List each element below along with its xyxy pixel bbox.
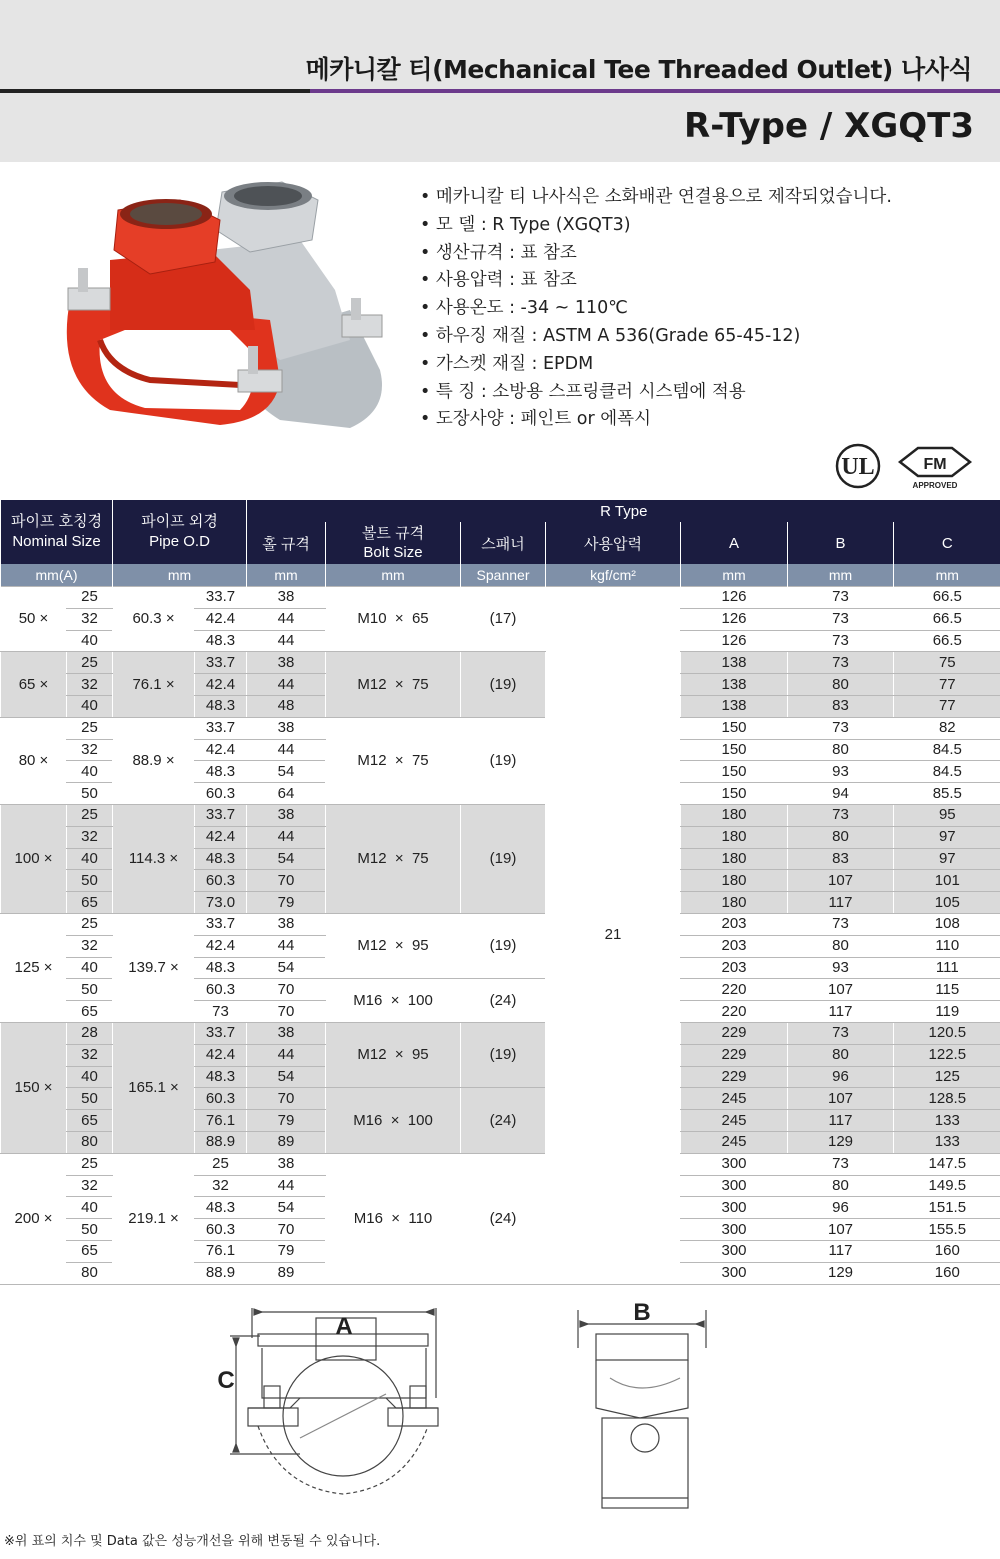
bolt-size-cell: M12 × 95: [326, 913, 461, 978]
nominal-size-cell: 200 ×: [1, 1153, 67, 1284]
dim-c-cell: 97: [894, 848, 1000, 870]
header-c: C: [894, 522, 1000, 564]
unit-pressure: kgf/cm²: [546, 564, 681, 587]
dim-b-cell: 117: [788, 892, 894, 914]
dim-b-cell: 93: [788, 957, 894, 979]
dim-b-cell: 80: [788, 1044, 894, 1066]
nominal-size-cell: 65 ×: [1, 652, 67, 717]
dim-b-cell: 73: [788, 587, 894, 609]
outlet-od-cell: 33.7: [195, 1022, 247, 1044]
dim-b-cell: 73: [788, 913, 894, 935]
ul-mark-text: UL: [841, 454, 875, 480]
pipe-od-cell: 139.7 ×: [113, 913, 195, 1022]
dim-b-cell: 96: [788, 1066, 894, 1088]
hole-cell: 54: [247, 848, 326, 870]
outlet-od-cell: 60.3: [195, 1088, 247, 1110]
table-row: [1, 1022, 1000, 1044]
table-row: [1, 913, 1000, 935]
spanner-cell: (19): [461, 1022, 546, 1087]
dim-c-cell: 101: [894, 870, 1000, 892]
pipe-od-cell: 165.1 ×: [113, 1022, 195, 1153]
header-r-type: R Type: [247, 500, 1000, 522]
drawing-svg: [0, 1288, 1000, 1528]
dim-c-cell: 82: [894, 717, 1000, 739]
dim-b-cell: 107: [788, 1088, 894, 1110]
bolt-size-cell: M12 × 75: [326, 652, 461, 717]
dim-b-cell: 107: [788, 870, 894, 892]
hole-cell: 44: [247, 1175, 326, 1197]
nominal-size-cell: 80 ×: [1, 717, 67, 804]
footnote: ※위 표의 치수 및 Data 값은 성능개선을 위해 변동될 수 있습니다.: [4, 1534, 381, 1549]
outlet-od-cell: 73.0: [195, 892, 247, 914]
dim-c-cell: 147.5: [894, 1153, 1000, 1175]
label-a: A: [335, 1313, 353, 1340]
outlet-od-cell: 33.7: [195, 804, 247, 826]
table-row: [1, 804, 1000, 826]
dim-b-cell: 80: [788, 935, 894, 957]
dim-c-cell: 128.5: [894, 1088, 1000, 1110]
outlet-size-cell: 50: [67, 1088, 113, 1110]
model-title: R-Type / XGQT3: [684, 106, 974, 146]
dim-a-cell: 229: [681, 1022, 788, 1044]
dim-b-cell: 80: [788, 674, 894, 696]
dim-c-cell: 160: [894, 1262, 1000, 1284]
outlet-od-cell: 48.3: [195, 848, 247, 870]
dim-c-cell: 111: [894, 957, 1000, 979]
header-od-en: Pipe O.D: [149, 533, 210, 550]
pipe-od-cell: 88.9 ×: [113, 717, 195, 804]
dim-c-cell: 149.5: [894, 1175, 1000, 1197]
outlet-od-cell: 32: [195, 1175, 247, 1197]
dim-b-cell: 117: [788, 1110, 894, 1132]
hole-cell: 44: [247, 935, 326, 957]
dim-b-cell: 73: [788, 717, 894, 739]
dim-a-cell: 180: [681, 892, 788, 914]
dim-b-cell: 129: [788, 1131, 894, 1153]
hole-cell: 44: [247, 1044, 326, 1066]
spec-item: • 하우징 재질 : ASTM A 536(Grade 65-45-12): [420, 323, 980, 351]
bolt-size-cell: M12 × 75: [326, 804, 461, 913]
outlet-size-cell: 50: [67, 870, 113, 892]
header-pipe-od: [113, 500, 247, 564]
outlet-od-cell: 88.9: [195, 1262, 247, 1284]
spanner-cell: (19): [461, 652, 546, 717]
outlet-od-cell: 60.3: [195, 783, 247, 805]
dim-a-cell: 300: [681, 1175, 788, 1197]
dim-b-cell: 117: [788, 1240, 894, 1262]
spec-item: • 생산규격 : 표 참조: [420, 240, 980, 268]
hole-cell: 48: [247, 695, 326, 717]
dim-c-cell: 133: [894, 1131, 1000, 1153]
dim-b-cell: 117: [788, 1001, 894, 1023]
outlet-size-cell: 40: [67, 848, 113, 870]
hole-cell: 89: [247, 1131, 326, 1153]
outlet-od-cell: 60.3: [195, 1219, 247, 1241]
dim-a-cell: 180: [681, 848, 788, 870]
table-row: [1, 1153, 1000, 1175]
table-body: [1, 587, 1000, 1285]
dim-c-cell: 119: [894, 1001, 1000, 1023]
dim-b-cell: 80: [788, 739, 894, 761]
table-row: [1, 717, 1000, 739]
dim-c-cell: 160: [894, 1240, 1000, 1262]
outlet-od-cell: 60.3: [195, 870, 247, 892]
dim-a-cell: 126: [681, 630, 788, 652]
bolt-size-cell: M10 × 65: [326, 587, 461, 652]
outlet-size-cell: 50: [67, 1219, 113, 1241]
dim-a-cell: 220: [681, 979, 788, 1001]
pipe-od-cell: 76.1 ×: [113, 652, 195, 717]
dim-c-cell: 85.5: [894, 783, 1000, 805]
hole-cell: 38: [247, 587, 326, 609]
header-bolt-ko: 볼트 규격: [361, 525, 425, 542]
bolt-size-cell: M12 × 95: [326, 1022, 461, 1087]
outlet-size-cell: 25: [67, 1153, 113, 1175]
outlet-size-cell: 40: [67, 630, 113, 652]
dim-b-cell: 80: [788, 1175, 894, 1197]
dim-a-cell: 150: [681, 783, 788, 805]
outlet-od-cell: 60.3: [195, 979, 247, 1001]
outlet-size-cell: 32: [67, 826, 113, 848]
dim-c-cell: 77: [894, 674, 1000, 696]
dim-b-cell: 73: [788, 652, 894, 674]
outlet-size-cell: 40: [67, 695, 113, 717]
spec-item: • 도장사양 : 페인트 or 에폭시: [420, 406, 980, 434]
dim-b-cell: 80: [788, 826, 894, 848]
dim-c-cell: 84.5: [894, 739, 1000, 761]
dim-c-cell: 115: [894, 979, 1000, 1001]
dim-b-cell: 73: [788, 1022, 894, 1044]
dim-b-cell: 129: [788, 1262, 894, 1284]
spec-item: • 메카니칼 티 나사식은 소화배관 연결용으로 제작되었습니다.: [420, 184, 980, 212]
unit-hole: mm: [247, 564, 326, 587]
outlet-size-cell: 80: [67, 1262, 113, 1284]
outlet-od-cell: 48.3: [195, 761, 247, 783]
front-view-drawing: [230, 1308, 438, 1494]
dim-a-cell: 150: [681, 717, 788, 739]
unit-b: mm: [788, 564, 894, 587]
spec-item: • 사용압력 : 표 참조: [420, 267, 980, 295]
dim-c-cell: 108: [894, 913, 1000, 935]
fm-approved-icon: [900, 448, 970, 490]
outlet-size-cell: 25: [67, 587, 113, 609]
table-row: [1, 652, 1000, 674]
hole-cell: 44: [247, 608, 326, 630]
outlet-size-cell: 80: [67, 1131, 113, 1153]
spanner-cell: (19): [461, 804, 546, 913]
header-spanner: 스패너: [461, 522, 546, 564]
dim-c-cell: 151.5: [894, 1197, 1000, 1219]
spanner-cell: (19): [461, 717, 546, 804]
hole-cell: 79: [247, 1110, 326, 1132]
hole-cell: 44: [247, 630, 326, 652]
dim-a-cell: 245: [681, 1131, 788, 1153]
outlet-size-cell: 25: [67, 652, 113, 674]
outlet-size-cell: 65: [67, 1240, 113, 1262]
outlet-size-cell: 65: [67, 892, 113, 914]
spec-item: • 특 징 : 소방용 스프링클러 시스템에 적용: [420, 379, 980, 407]
dim-c-cell: 125: [894, 1066, 1000, 1088]
dim-a-cell: 138: [681, 652, 788, 674]
header-pressure: 사용압력: [546, 522, 681, 564]
dim-a-cell: 126: [681, 608, 788, 630]
dim-b-cell: 93: [788, 761, 894, 783]
pipe-od-cell: 60.3 ×: [113, 587, 195, 652]
outlet-size-cell: 32: [67, 739, 113, 761]
outlet-od-cell: 25: [195, 1153, 247, 1175]
outlet-size-cell: 28: [67, 1022, 113, 1044]
hole-cell: 70: [247, 1001, 326, 1023]
outlet-od-cell: 48.3: [195, 1197, 247, 1219]
outlet-size-cell: 65: [67, 1001, 113, 1023]
outlet-od-cell: 42.4: [195, 1044, 247, 1066]
dimension-drawing: [0, 1288, 1000, 1528]
header-a: A: [681, 522, 788, 564]
page-title: 메카니칼 티(Mechanical Tee Threaded Outlet) 나사식: [305, 55, 972, 84]
certification-marks: [830, 442, 980, 492]
dim-a-cell: 203: [681, 935, 788, 957]
dim-c-cell: 95: [894, 804, 1000, 826]
hole-cell: 44: [247, 739, 326, 761]
dim-a-cell: 180: [681, 826, 788, 848]
dim-c-cell: 97: [894, 826, 1000, 848]
nominal-size-cell: 50 ×: [1, 587, 67, 652]
hole-cell: 79: [247, 892, 326, 914]
dim-c-cell: 66.5: [894, 630, 1000, 652]
outlet-od-cell: 48.3: [195, 1066, 247, 1088]
fm-approved-text: APPROVED: [912, 481, 958, 490]
dim-b-cell: 73: [788, 630, 894, 652]
outlet-od-cell: 33.7: [195, 913, 247, 935]
pressure-cell: 21: [546, 587, 681, 1285]
unit-bolt: mm: [326, 564, 461, 587]
dim-c-cell: 120.5: [894, 1022, 1000, 1044]
spanner-cell: (24): [461, 1088, 546, 1153]
dim-a-cell: 300: [681, 1240, 788, 1262]
outlet-size-cell: 50: [67, 783, 113, 805]
hole-cell: 64: [247, 783, 326, 805]
header-nominal-en: Nominal Size: [12, 533, 101, 550]
hole-cell: 89: [247, 1262, 326, 1284]
outlet-size-cell: 40: [67, 1197, 113, 1219]
label-c: C: [217, 1367, 235, 1394]
dim-b-cell: 73: [788, 804, 894, 826]
outlet-od-cell: 42.4: [195, 739, 247, 761]
unit-c: mm: [894, 564, 1000, 587]
title-rule-dark: [0, 89, 310, 93]
dim-a-cell: 300: [681, 1197, 788, 1219]
dim-c-cell: 105: [894, 892, 1000, 914]
spanner-cell: (24): [461, 979, 546, 1023]
outlet-od-cell: 33.7: [195, 717, 247, 739]
outlet-size-cell: 65: [67, 1110, 113, 1132]
dim-a-cell: 203: [681, 957, 788, 979]
outlet-od-cell: 33.7: [195, 652, 247, 674]
spec-item: • 가스켓 재질 : EPDM: [420, 351, 980, 379]
spec-item: • 사용온도 : -34 ~ 110℃: [420, 295, 980, 323]
dim-a-cell: 229: [681, 1066, 788, 1088]
outlet-size-cell: 25: [67, 804, 113, 826]
dim-a-cell: 126: [681, 587, 788, 609]
dim-a-cell: 180: [681, 870, 788, 892]
dim-a-cell: 150: [681, 739, 788, 761]
outlet-size-cell: 32: [67, 674, 113, 696]
spec-item: • 모 델 : R Type (XGQT3): [420, 212, 980, 240]
unit-nominal: mm(A): [1, 564, 113, 587]
dim-c-cell: 110: [894, 935, 1000, 957]
dimension-table: [0, 500, 1000, 1285]
hole-cell: 79: [247, 1240, 326, 1262]
header-nominal-ko: 파이프 호칭경: [10, 513, 103, 530]
ul-mark-icon: [837, 445, 879, 487]
dim-c-cell: 84.5: [894, 761, 1000, 783]
bolt-size-cell: M16 × 110: [326, 1153, 461, 1284]
fm-mark-text: FM: [923, 456, 947, 473]
dim-b-cell: 73: [788, 608, 894, 630]
spanner-cell: (24): [461, 1153, 546, 1284]
header-nominal-size: [1, 500, 113, 564]
outlet-size-cell: 32: [67, 1175, 113, 1197]
unit-od: mm: [113, 564, 247, 587]
outlet-od-cell: 73: [195, 1001, 247, 1023]
hole-cell: 54: [247, 1066, 326, 1088]
dim-c-cell: 133: [894, 1110, 1000, 1132]
outlet-size-cell: 40: [67, 957, 113, 979]
spanner-cell: (19): [461, 913, 546, 978]
pipe-od-cell: 114.3 ×: [113, 804, 195, 913]
dim-c-cell: 66.5: [894, 587, 1000, 609]
dim-a-cell: 300: [681, 1262, 788, 1284]
outlet-od-cell: 42.4: [195, 674, 247, 696]
outlet-size-cell: 40: [67, 1066, 113, 1088]
hole-cell: 38: [247, 1153, 326, 1175]
dim-a-cell: 245: [681, 1110, 788, 1132]
unit-spanner: Spanner: [461, 564, 546, 587]
dim-c-cell: 75: [894, 652, 1000, 674]
outlet-size-cell: 32: [67, 608, 113, 630]
dim-c-cell: 155.5: [894, 1219, 1000, 1241]
dim-b-cell: 83: [788, 695, 894, 717]
title-rule-accent: [310, 89, 1000, 93]
spanner-cell: (17): [461, 587, 546, 652]
header-banner: [0, 0, 1000, 162]
dim-a-cell: 245: [681, 1088, 788, 1110]
side-view-drawing: [578, 1310, 706, 1508]
bolt-size-cell: M12 × 75: [326, 717, 461, 804]
table-row: [1, 587, 1000, 609]
header-od-ko: 파이프 외경: [141, 513, 218, 530]
outlet-size-cell: 32: [67, 935, 113, 957]
hole-cell: 70: [247, 979, 326, 1001]
nominal-size-cell: 125 ×: [1, 913, 67, 1022]
header-bolt-en: Bolt Size: [363, 544, 423, 561]
outlet-od-cell: 76.1: [195, 1240, 247, 1262]
bolt-size-cell: M16 × 100: [326, 979, 461, 1023]
outlet-od-cell: 48.3: [195, 630, 247, 652]
dim-b-cell: 73: [788, 1153, 894, 1175]
outlet-size-cell: 40: [67, 761, 113, 783]
nominal-size-cell: 150 ×: [1, 1022, 67, 1153]
hole-cell: 54: [247, 1197, 326, 1219]
hole-cell: 54: [247, 957, 326, 979]
dim-b-cell: 107: [788, 979, 894, 1001]
spec-list: [420, 184, 980, 434]
dim-c-cell: 66.5: [894, 608, 1000, 630]
dim-a-cell: 300: [681, 1153, 788, 1175]
dim-b-cell: 94: [788, 783, 894, 805]
dim-a-cell: 138: [681, 695, 788, 717]
outlet-od-cell: 42.4: [195, 826, 247, 848]
dim-b-cell: 83: [788, 848, 894, 870]
hole-cell: 54: [247, 761, 326, 783]
outlet-od-cell: 48.3: [195, 695, 247, 717]
outlet-od-cell: 88.9: [195, 1131, 247, 1153]
dim-b-cell: 96: [788, 1197, 894, 1219]
unit-a: mm: [681, 564, 788, 587]
hole-cell: 70: [247, 1219, 326, 1241]
hole-cell: 70: [247, 1088, 326, 1110]
dim-a-cell: 180: [681, 804, 788, 826]
outlet-size-cell: 50: [67, 979, 113, 1001]
outlet-od-cell: 33.7: [195, 587, 247, 609]
header-b: B: [788, 522, 894, 564]
pipe-od-cell: 219.1 ×: [113, 1153, 195, 1284]
outlet-size-cell: 32: [67, 1044, 113, 1066]
dim-a-cell: 203: [681, 913, 788, 935]
hole-cell: 38: [247, 652, 326, 674]
hole-cell: 70: [247, 870, 326, 892]
outlet-od-cell: 42.4: [195, 935, 247, 957]
header-hole: 홀 규격: [247, 522, 326, 564]
hole-cell: 38: [247, 804, 326, 826]
product-photo: [50, 170, 410, 460]
header-bolt-size: [326, 522, 461, 564]
label-b: B: [633, 1299, 651, 1326]
hole-cell: 38: [247, 1022, 326, 1044]
dim-a-cell: 300: [681, 1219, 788, 1241]
dim-a-cell: 150: [681, 761, 788, 783]
outlet-size-cell: 25: [67, 913, 113, 935]
dim-a-cell: 229: [681, 1044, 788, 1066]
outlet-od-cell: 76.1: [195, 1110, 247, 1132]
bolt-size-cell: M16 × 100: [326, 1088, 461, 1153]
hole-cell: 38: [247, 913, 326, 935]
outlet-od-cell: 42.4: [195, 608, 247, 630]
dim-a-cell: 138: [681, 674, 788, 696]
dim-a-cell: 220: [681, 1001, 788, 1023]
hole-cell: 44: [247, 674, 326, 696]
dim-b-cell: 107: [788, 1219, 894, 1241]
dim-c-cell: 77: [894, 695, 1000, 717]
hole-cell: 44: [247, 826, 326, 848]
dim-c-cell: 122.5: [894, 1044, 1000, 1066]
outlet-size-cell: 25: [67, 717, 113, 739]
outlet-od-cell: 48.3: [195, 957, 247, 979]
hole-cell: 38: [247, 717, 326, 739]
nominal-size-cell: 100 ×: [1, 804, 67, 913]
